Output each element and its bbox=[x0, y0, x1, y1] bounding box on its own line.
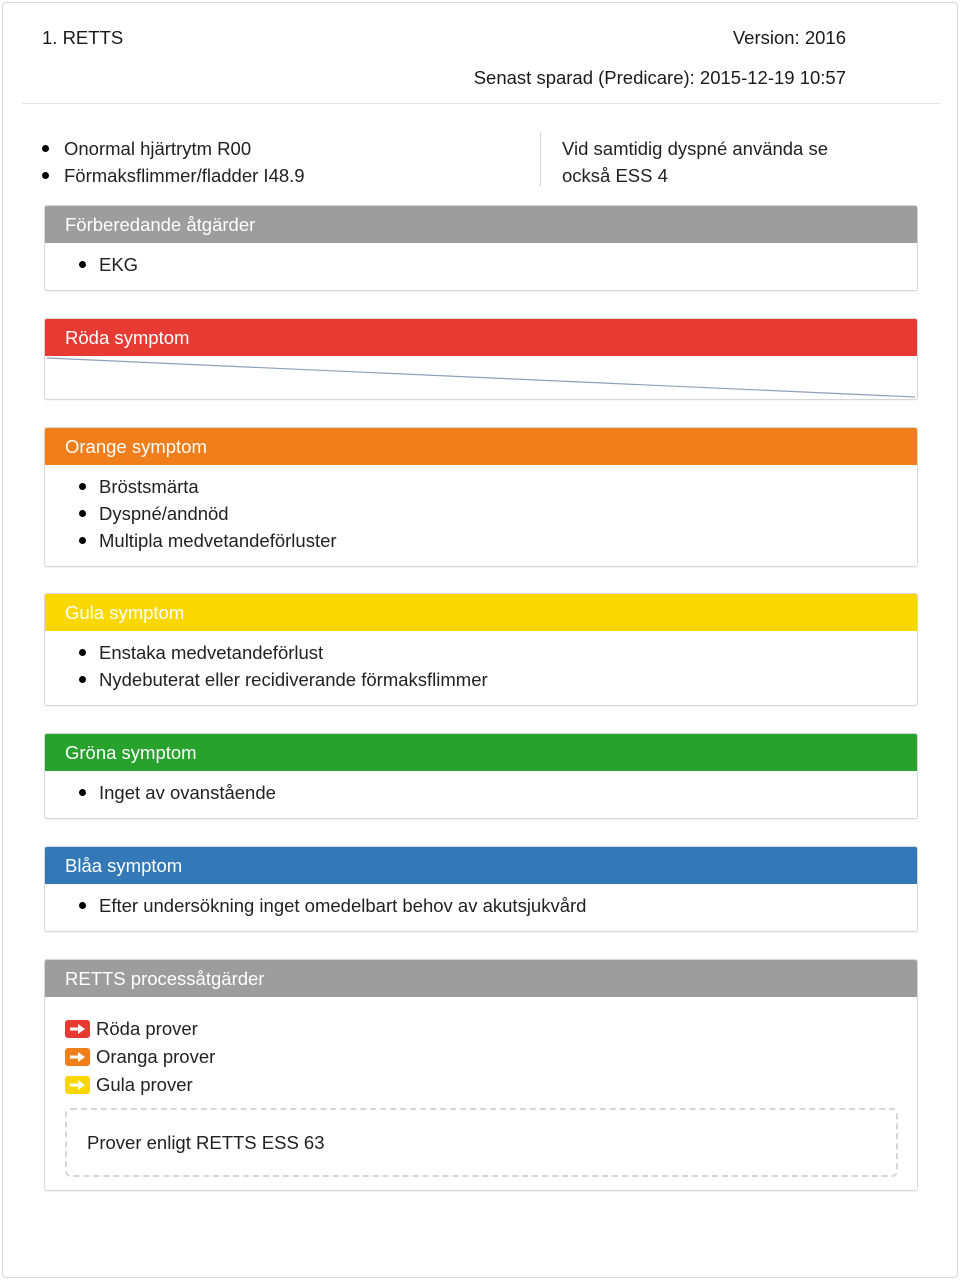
list-item: Bröstsmärta bbox=[79, 473, 917, 500]
ess-note: Vid samtidig dyspné använda se också ESS 4 bbox=[562, 138, 829, 186]
empty-strike-line bbox=[45, 356, 917, 399]
list-item: Nydebuterat eller recidiverande förmaksflimmer bbox=[79, 666, 917, 693]
samples-note-box: Prover enligt RETTS ESS 63 bbox=[65, 1108, 898, 1177]
header-divider bbox=[22, 103, 940, 104]
process-item-label: Röda prover bbox=[96, 1018, 198, 1039]
vertical-divider bbox=[540, 132, 541, 186]
panel-preparatory-actions bbox=[44, 205, 918, 291]
panel-header: Blåa symptom bbox=[45, 847, 917, 884]
panel-blue-symptoms bbox=[44, 846, 918, 932]
panel-header: Gula symptom bbox=[45, 594, 917, 631]
diagnosis-code-item: Onormal hjärtrytm R00 bbox=[42, 135, 522, 162]
panel-orange-symptoms bbox=[44, 427, 918, 567]
panel-header: Orange symptom bbox=[45, 428, 917, 465]
panel-yellow-symptoms bbox=[44, 593, 918, 706]
panel-header: RETTS processåtgärder bbox=[45, 960, 917, 997]
process-item-red bbox=[65, 1015, 917, 1043]
panel-green-symptoms bbox=[44, 733, 918, 819]
panel-header: Förberedande åtgärder bbox=[45, 206, 917, 243]
yellow-arrow-icon bbox=[65, 1076, 90, 1094]
panel-header: Röda symptom bbox=[45, 319, 917, 356]
list-item: Dyspné/andnöd bbox=[79, 500, 917, 527]
process-item-orange bbox=[65, 1043, 917, 1071]
red-arrow-icon bbox=[65, 1020, 90, 1038]
panel-process-actions bbox=[44, 959, 918, 1191]
saved-timestamp: Senast sparad (Predicare): 2015-12-19 10:57 bbox=[473, 67, 846, 88]
process-item-label: Oranga prover bbox=[96, 1046, 216, 1067]
list-item: EKG bbox=[79, 251, 917, 278]
version-label: Version: 2016 bbox=[732, 27, 846, 48]
diagnosis-code-item: Förmaksflimmer/fladder I48.9 bbox=[42, 162, 522, 189]
process-item-yellow bbox=[65, 1071, 917, 1099]
list-item: Multipla medvetandeförluster bbox=[79, 527, 917, 554]
panel-red-symptoms bbox=[44, 318, 918, 400]
list-item: Enstaka medvetandeförlust bbox=[79, 639, 917, 666]
orange-arrow-icon bbox=[65, 1048, 90, 1066]
panel-header: Gröna symptom bbox=[45, 734, 917, 771]
document-title: 1. RETTS bbox=[42, 27, 124, 48]
diagnosis-codes bbox=[42, 135, 522, 189]
process-item-label: Gula prover bbox=[96, 1074, 193, 1095]
list-item: Inget av ovanstående bbox=[79, 779, 917, 806]
header-row bbox=[42, 27, 846, 49]
list-item: Efter undersökning inget omedelbart behov av akutsjukvård bbox=[79, 892, 917, 919]
